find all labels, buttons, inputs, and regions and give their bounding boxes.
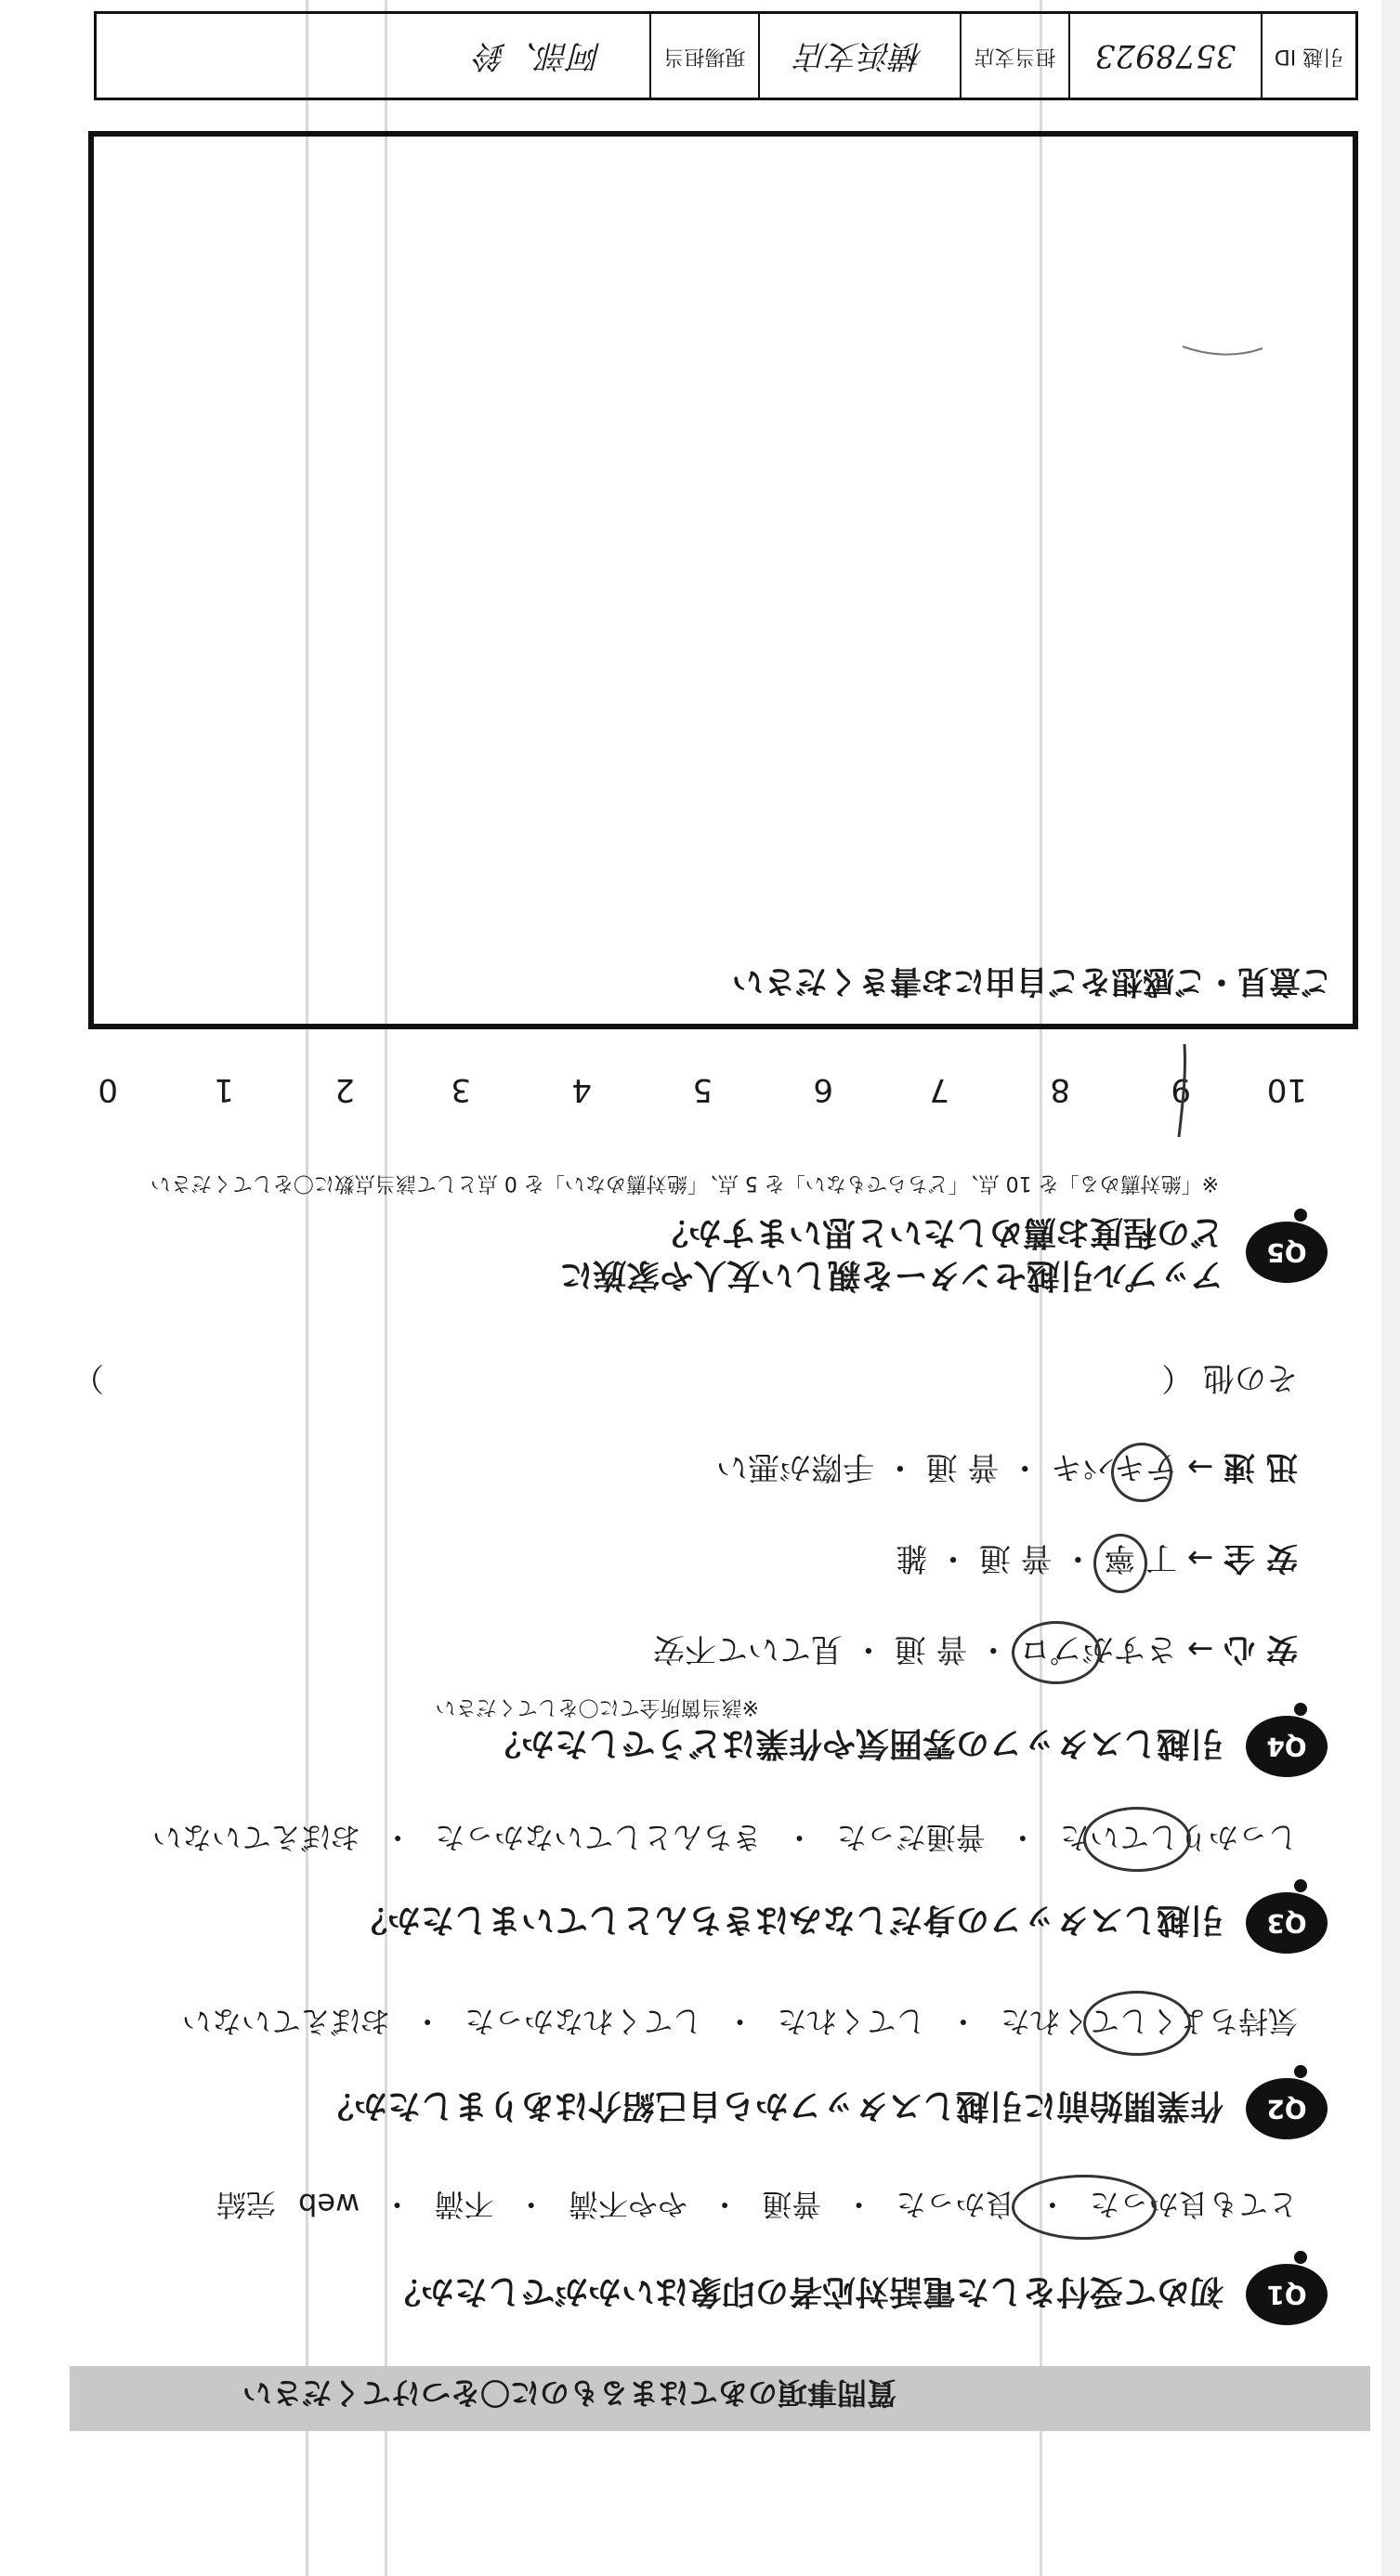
id-label: 引越 ID <box>1261 14 1355 98</box>
q5-answer-mark <box>1168 1039 1196 1141</box>
q1-badge: Q1 <box>1246 2264 1328 2325</box>
q2-text: 作業開始前に引越しスタッフから自己紹介はありましたか？ <box>320 2086 1223 2125</box>
q4-row-anshin[interactable]: 安 心 → さすがプロ ・ 普 通 ・ 見ていて不安 <box>653 1630 1298 1667</box>
q2-answer-circle <box>1083 1991 1191 2056</box>
q1-options[interactable]: とても良かった ・ 良かった ・ 普通 ・ やや不満 ・ 不満 ・ web 完結 <box>216 2187 1298 2222</box>
q4-other-close: ） <box>72 1359 104 1396</box>
q4-row-label: 安 全 <box>1223 1539 1298 1576</box>
q2-badge: Q2 <box>1246 2078 1328 2139</box>
id-value: 3578923 <box>1068 14 1261 98</box>
q4-other-label: その他 <box>1203 1359 1298 1396</box>
score-0[interactable]: 0 <box>98 1071 118 1108</box>
q1-answer-circle <box>1012 2175 1157 2240</box>
q4-other[interactable] <box>1161 1358 1298 1404</box>
score-9[interactable]: 9 <box>1171 1071 1191 1108</box>
q4-row-label: 迅 速 <box>1223 1448 1298 1485</box>
score-8[interactable]: 8 <box>1050 1071 1070 1108</box>
q4-row-label: 安 心 <box>1223 1630 1298 1667</box>
score-4[interactable]: 4 <box>571 1071 592 1108</box>
q3-options[interactable]: しっかりしていた ・ 普通だった ・ きちんとしていなかった ・ おぼえていない <box>151 1820 1298 1855</box>
leader-label: 現場担当 <box>649 14 758 98</box>
q4-anshin-circle <box>1012 1621 1101 1684</box>
instruction-banner <box>70 2366 1370 2431</box>
score-10[interactable]: 10 <box>1266 1071 1307 1108</box>
q4-row-options: テキパキ ・ 普 通 ・ 手際が悪い <box>716 1448 1178 1485</box>
pen-stroke <box>1181 341 1264 360</box>
score-3[interactable]: 3 <box>451 1071 471 1108</box>
leader-value: 阿部、鈴 <box>475 37 601 74</box>
q3-answer-circle <box>1083 1807 1191 1872</box>
comment-title: ご意見・ご感想をご自由にお書きください <box>732 962 1332 1000</box>
q5-text: アップル引越センターを親しい友人や家族に <box>559 1256 1223 1294</box>
q4-row-options: 丁 寧 ・ 普 通 ・ 雑 <box>896 1539 1178 1576</box>
score-1[interactable]: 1 <box>214 1071 234 1108</box>
q4-anzen-circle <box>1093 1534 1147 1593</box>
q4-row-jinsoku[interactable]: 迅 速 → テキパキ ・ 普 通 ・ 手際が悪い <box>716 1448 1298 1485</box>
banner-text: 質問事項のあてはまるものに〇をつけてください <box>242 2375 896 2411</box>
q3-text: 引越しスタッフの身だしなみはきちんとしていましたか？ <box>353 1901 1223 1939</box>
q5-note: ※「絶対薦める」を 10 点、「どちらでもない」を 5 点、「絶対薦めない」を 0 点として該当点数に〇をしてください <box>150 1171 1219 1195</box>
q4-other-open: （ <box>1161 1359 1194 1396</box>
q5-score-scale[interactable] <box>98 1053 1307 1108</box>
score-2[interactable]: 2 <box>334 1071 355 1108</box>
branch-value: 横浜支店 <box>758 14 960 98</box>
q4-text: 引越しスタッフの雰囲気や作業はどうでしたか？ <box>487 1724 1223 1762</box>
q4-jinsoku-circle <box>1111 1443 1172 1502</box>
q2-options[interactable]: 気持ちよくしてくれた ・ してくれた ・ してくれなかった ・ おぼえていない <box>181 2004 1298 2039</box>
q3-badge: Q3 <box>1246 1892 1328 1954</box>
id-table <box>94 11 1358 100</box>
scan-edge <box>1381 0 1400 2576</box>
score-5[interactable]: 5 <box>692 1071 713 1108</box>
branch-label: 担当支店 <box>960 14 1068 98</box>
q5-badge: Q5 <box>1246 1222 1328 1283</box>
comment-box[interactable] <box>88 131 1358 1029</box>
q4-badge: Q4 <box>1246 1716 1328 1777</box>
score-7[interactable]: 7 <box>929 1071 949 1108</box>
q4-row-options: さすがプロ ・ 普 通 ・ 見ていて不安 <box>653 1630 1178 1667</box>
q5-text-2: どの程度お薦めしたいと思いますか？ <box>654 1213 1223 1251</box>
q4-row-anzen[interactable]: 安 全 → 丁 寧 ・ 普 通 ・ 雑 <box>896 1539 1298 1576</box>
q4-note: ※該当箇所全てに〇をしてください <box>435 1695 759 1719</box>
q1-text: 初めて受付をした電話対応者の印象はいかがでしたか？ <box>386 2272 1223 2310</box>
score-6[interactable]: 6 <box>813 1071 833 1108</box>
